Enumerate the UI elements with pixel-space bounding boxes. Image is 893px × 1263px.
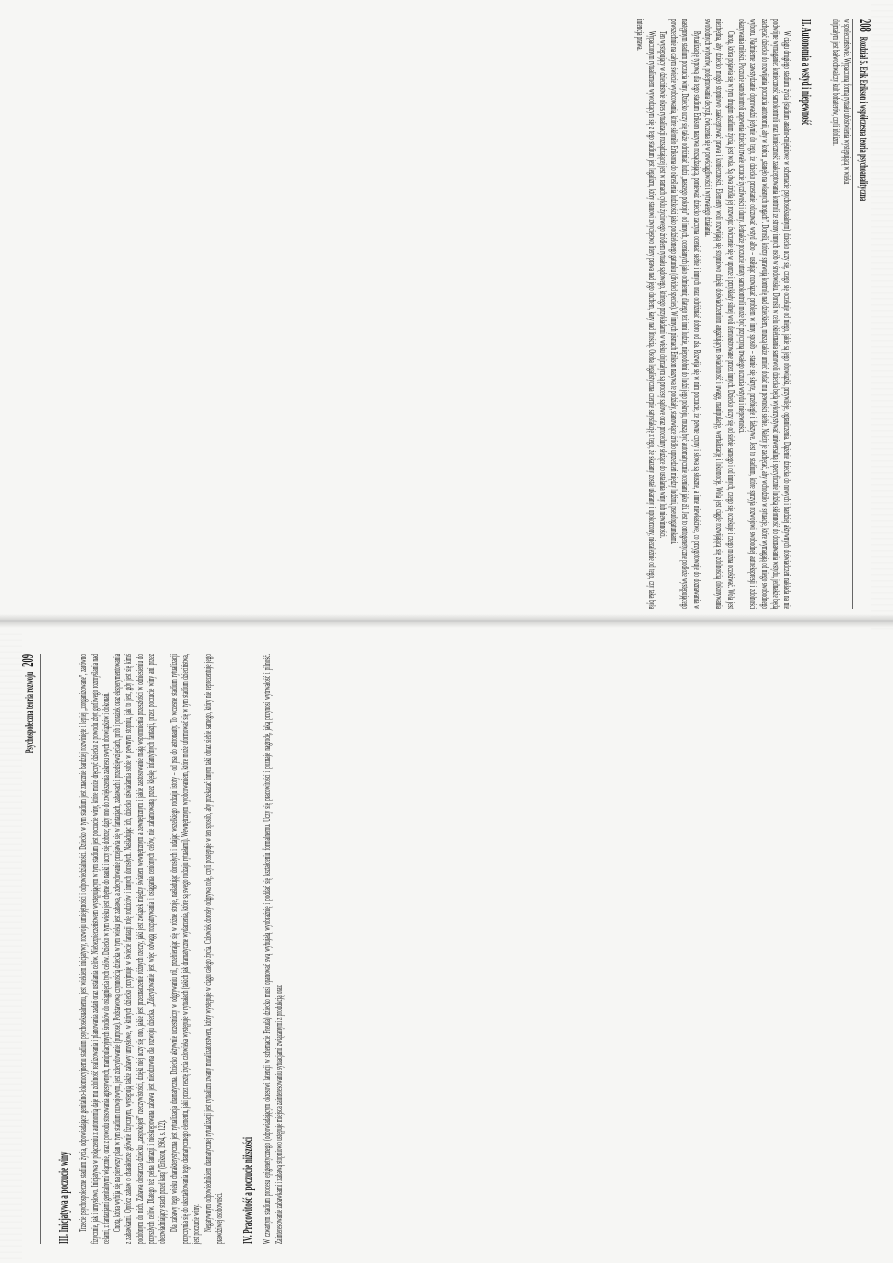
- paragraph: W ciągu drugiego stadium życia (stadium analno-mięśniowe w schemacie psychoseksualnym) dziecko uczy się, czego się oczekuje od niego, jakie są jego obowiązki, przywileje, ograniczenia. Dążenie dziecka do nowych i bardziej aktywnych doświadczeń nakłada na nie podwójne wymaganie: konieczność samokontroli oraz konieczność zaakceptowania kontroli ze strony innych osób w środowisku. Dorośli w celu okiełznania samowoli dziecka będą wykorzystywać uniwersalną i specyficznie ludzką skłonność do doznawania wstydu, jednakże będą zachęcać dziecko do rozwijania poczucia autonomii, aby w końcu „stanęło na własnych nogach”. Dorośli, którzy sprawują kontrolę nad dzieckiem, muszą także umieć dodać mu pewności siebie. Należy je zachęcać, aby wchodziło w sytuacje, które wymagają od niego swobodnego wyboru. Nadmierne zawstydzanie doprowadzi jedynie do tego, że dziecko przestanie odczuwać wstyd albo – usiłując rozwiązać problem w inny sposób – stanie się skryte, przebiegłe i fałszywe. Jest to stadium, które sprzyja rozwojowi swobodnej autoekspresji i zdolności okazywania miłości. Poczucie samokontroli zapewnia dziecku trwałe uczucie życzliwości i dumy. Jednakże poczucie utraty samokontroli może być przyczyną trwałego uczucia wstydu i niepewności.: [735, 19, 793, 609]
- page-209-content: [18, 654, 428, 1244]
- paragraph: Ten występujący w dzieciństwie okres rytualizacji rozsądzającej jest w ramach cyklu życiowego źródłem rytuału sądowego, którego przykładami w wieku dojrzałym są procesy sądowe oraz procedury służące do ustalania winy lub niewinności.: [656, 31, 668, 538]
- section-heading: III. Inicjatywa a poczucie winy: [57, 1151, 72, 1244]
- page-209: [0, 632, 446, 1263]
- running-head-title: Rozdział 5. Erik Erikson i współczesna teoria psychoanalityczna: [857, 36, 871, 202]
- opening-line: dojrzałym jest bałwochwalczy kult bohaterów, czyli idolizm.: [829, 19, 841, 146]
- page-body: [41, 654, 285, 1244]
- page-208-content: [465, 19, 875, 609]
- page-208: [447, 0, 893, 632]
- section-heading: II. Autonomia a wstyd i niepewność: [798, 19, 814, 126]
- paragraph: Dla zabawy tego wieku charakterystyczna jest rytualizacja dramatyczna. Dziecko aktywnie uczestniczy w odgrywaniu ról, przebierając się w różne stroje, naśladując dorosłych i udając wszelkiego rodzaju istoty – od psa do astronauty. To wczesne stadium rytualizacji przyczynia się do ukształtowania tego dramatycznego elementu, jaki przez resztę życia człowieka występuje w rytuałach (takich jak dramatyczne wydarzenia, które są swego rodzaju rytuałami). Wewnętrznym wyobcowaniem, które może uformować się w tym stadium dzieciństwa, jest poczucie winy.: [168, 654, 203, 1244]
- page-number: 208: [856, 19, 875, 32]
- paragraph: Cnotą, która wybija się na pierwszy plan w tym stadium rozwojowym, jest zdecydowanie (purpose). Podstawową czynnością dziecka w tym wieku jest zabawa, a zdecydowanie przejawia się w fantazjach, zabawach i przedsięwzięciach, prób i porażek oraz eksperymentowania z zabawkami. Oprócz zabaw o charakterze głównie fizycznym, występują także zabawy umysłowe, w których dziecko przyjmuje w świecie fantazji rolę rodziców i innych dorosłych. Naśladując ich, dziecko uświadamia sobie w pewnym stopniu, jak to jest, gdy jest się kimś podobnym do nich. Zabawa dostarcza dziecku „zaspokojeń” rzeczywistości, dzięki niej uczy się ono, jakie jest przeznaczenie różnych rzeczy, jaki jest związek między światem wewnętrznym a zewnętrznym i jakie zastosowanie mają wspomnienia przeszłości w odniesieniu do przyszłych celów. Dlatego też pełna fantazji i nieskrępowana zabawa jest nieodzowna dla rozwoju dziecka. „Zdecydowanie jest więc odwagą rozpatrywania i osiągania cenionych celów, nie zahamowaną przez klęskę infantylnych fantazji, przez poczucie winy ani przez obezwładniający strach przed karą” (Erikson, 1964, s. 122).: [112, 654, 169, 1244]
- page-number: 209: [18, 654, 37, 667]
- running-head-209: [18, 654, 41, 1244]
- paragraph: Negatywnym odpowiednikiem dramatycznej rytualizacji jest rytualizm zwany moralizatorstwem, który występuje w ciągu całego życia. Człowiek dorosły odgrywa rolę, czyli postępuje w ten sposób, aby przekazać innym taki obraz siebie samego, który nie reprezentuje jego prawdziwej osobowości.: [202, 654, 225, 1244]
- paragraph: Rytualizację typową dla tego stadium Erikson nazywa rozsądzającą, ponieważ dziecko zaczyna oceniać siebie i innych oraz odróżniać dobro od zła. Rozwija się w nim poczucie, że pewne czyny i słowa są słuszne, a inne niewłaściwe, co przygotowuje do doznawania w następnym stadium poczucia winy. Dziecko uczy się także odróżniać ludzi „naszego pokroju” od innych, ocenianych jako odmienni; dlatego też inni ludzie, niepodobni do ludzi jego pokroju, muszą być automatycznie oceniani jako źli. Jest to ontogenetyczne podłoże występującego powszechnie na całym świecie wyobcowania, które skłoniło Eriksona do określenia ludzkości jako podzielonego gatunku (divided species). W innych pismach Erikson nazywa te podziały, stanowiące źródło uprzedzeń między ludźmi, pseudogatunkami.: [668, 19, 702, 609]
- section-heading: IV. Pracowitość a poczucie niższości: [241, 1137, 257, 1244]
- paragraph: Cnotą, która pojawia się w tym drugim stadium życia, jest wola. Są dwa źródła jej rozwoju: ćwiczenie się w uporze i przykłady silnej woli demonstrowane przez innych. Dziecko uczy się od siebie samego i od innych, czego się oczekuje i czego można oczekiwać. Wola jest niezbędna, aby dziecko mogło stopniowo zaakceptować prawa i konieczności. Elementy woli rozwijają się stopniowo dzięki doświadczeniom angażującym świadomość i uwagę, manipulację, werbalizację i lokomocję. Wola jest ciągle rozwijającą się zdolnością dokonywania swobodnych wyborów, podejmowania decyzji, ćwiczenia się w powściągliwości i wytrwałego działania.: [702, 19, 736, 609]
- paragraph: Trzecie psychospołeczne stadium życia, odpowiadające genitalno-lokomocyjnemu stadium psychoseksualnemu, jest wiekiem inicjatywy, rozwoju umiejętności i odpowiedzialności. Dziecko w tym stadium jest znacznie bardziej rozwinięte i lepiej „zorganizowane”, zarówno fizycznie, jak i umysłowo. Inicjatywa w połączeniu z autonomią daje mu zdolność realizowania i planowania zadań oraz ustalania celów. Niebezpieczeństwem występującym w tym stadium jest poczucie winy, które może dręczyć dziecko z powodu zbyt gorliwego rozmyślania nad celami, z fantazjami genitalnymi włącznie, oraz z powodu stosowania agresywnych, manipulacyjnych środków do osiągnięcia tych celów. Dziecko w tym wieku jest chętne do nauki i uczy się dobrze; dąży ono do zwiększenia zakresu swych obowiązków i dokonań.: [78, 654, 112, 1244]
- running-head-title: Psychospołeczna teoria rozwoju: [22, 671, 36, 754]
- running-head-208: [852, 19, 875, 609]
- page-body: [634, 19, 852, 609]
- paragraph: Wypaczonym rytualizmem wywodzącym się z tego stadium jest legalizm, który stanowi zwycięstwo litery prawa nad jego duchem, kary nad litością. Osoba legalistyczna czerpie satysfakcję z tego, że skazany został ukarany i upokorzony, niezależnie od tego, czy taka była intencja prawa.: [634, 19, 657, 609]
- paragraph: W czwartym stadium procesu epigenetycznego (odpowiadającym okresowi latencji w schemacie Freuda) dziecko musi opanować swą wybujałą wyobraźnię i poddać się kształceniu formalnemu. Uczy się pracowitości i poznaje nagrodę, jaką przynosi wytrwałość i pilność. Zainteresowanie zabawkami i zabawą stopniowo ustępuje miejsca zainteresowaniu sytuacjami związanymi z produkcją oraz: [262, 654, 285, 1244]
- opening-line: w społeczeństwie. Wypaczoną formą rytuału ubóstwienia występującą w wieku: [841, 19, 852, 185]
